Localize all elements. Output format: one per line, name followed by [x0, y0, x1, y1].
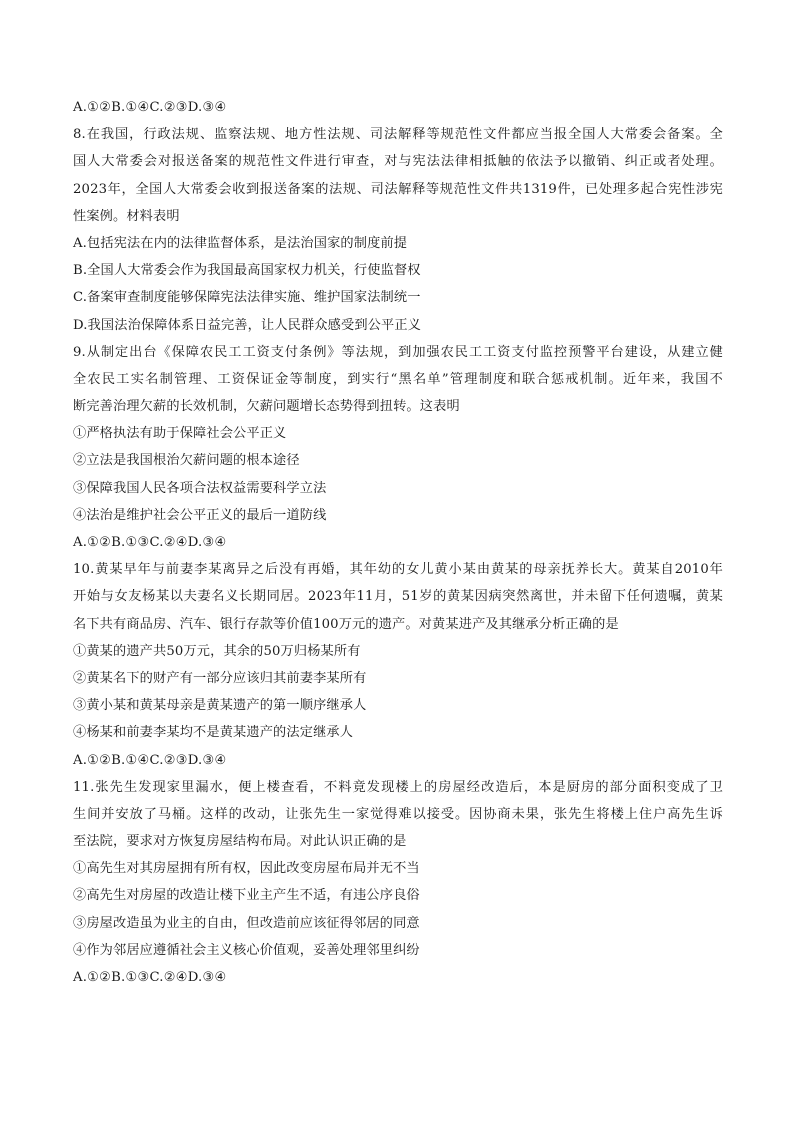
q10-statement-1: ①黄某的遗产共50万元，其余的50万归杨某所有 — [73, 643, 361, 659]
q11-statement-4: ④作为邻居应遵循社会主义核心价值观，妥善处理邻里纠纷 — [73, 942, 420, 958]
q9-statement-4: ④法治是维护社会公平正义的最后一道防线 — [73, 507, 327, 523]
q10-statement-2: ②黄某名下的财产有一部分应该归其前妻李某所有 — [73, 670, 367, 686]
q8-stem-line: 2023年，全国人大常委会收到报送备案的法规、司法解释等规范性文件共1319件，已处理多起合宪性涉宪 — [73, 181, 723, 197]
q10-statement-3: ③黄小某和黄某母亲是黄某遗产的第一顺序继承人 — [73, 698, 367, 714]
q11-statement-1: ①高先生对其房屋拥有所有权，因此改变房屋布局并无不当 — [73, 861, 420, 877]
question-10 — [73, 556, 723, 774]
question-8 — [73, 121, 723, 339]
q9-stem-line: 断完善治理欠薪的长效机制，欠薪问题增长态势得到扭转。这表明 — [73, 399, 460, 415]
q9-options: A.①②B.①③C.②④D.③④ — [73, 535, 227, 550]
q8-choice-d: D.我国法治保障体系日益完善，让人民群众感受到公平正义 — [73, 317, 422, 333]
q10-statement-4: ④杨某和前妻李某均不是黄某遗产的法定继承人 — [73, 725, 354, 741]
q11-stem-line: 生间并安放了马桶。这样的改动，让张先生一家觉得难以接受。因协商未果，张先生将楼上住户高先生诉 — [73, 806, 723, 822]
q8-choice-a: A.包括宪法在内的法律监督体系，是法治国家的制度前提 — [73, 235, 408, 251]
q11-statement-3: ③房屋改造虽为业主的自由，但改造前应该征得邻居的同意 — [73, 915, 420, 931]
q8-stem-line: 8.在我国，行政法规、监察法规、地方性法规、司法解释等规范性文件都应当报全国人大常委会备案。全 — [73, 127, 723, 143]
q9-stem-line: 全农民工实名制管理、工资保证金等制度，到实行“黑名单”管理制度和联合惩戒机制。近年来，我国不 — [73, 371, 723, 387]
question-9 — [73, 339, 723, 557]
question-11 — [73, 774, 723, 992]
q9-statement-3: ③保障我国人民各项合法权益需要科学立法 — [73, 480, 327, 496]
q10-stem-line: 开始与女友杨某以夫妻名义长期同居。2023年11月，51岁的黄某因病突然离世，并未留下任何遗嘱，黄某 — [73, 589, 723, 605]
exam-page — [73, 94, 723, 991]
q8-stem-line: 国人大常委会对报送备案的规范性文件进行审查，对与宪法法律相抵触的依法予以撤销、纠正或者处理。 — [73, 154, 723, 170]
q11-stem-line: 至法院，要求对方恢复房屋结构布局。对此认识正确的是 — [73, 834, 407, 850]
q9-statement-1: ①严格执法有助于保障社会公平正义 — [73, 426, 287, 442]
q8-stem-line: 性案例。材料表明 — [73, 208, 180, 224]
q11-stem-line: 11.张先生发现家里漏水，便上楼查看，不料竟发现楼上的房屋经改造后，本是厨房的部分面积变成了卫 — [73, 779, 723, 795]
q10-options: A.①②B.①④C.②③D.③④ — [73, 752, 227, 768]
q7-options: A.①②B.①④C.②③D.③④ — [73, 100, 227, 115]
q8-choice-c: C.备案审查制度能够保障宪法法律实施、维护国家法制统一 — [73, 290, 421, 306]
q10-stem-line: 10.黄某早年与前妻李某离异之后没有再婚，其年幼的女儿黄小某由黄某的母亲抚养长大。黄某自2010年 — [73, 562, 723, 578]
q9-statement-2: ②立法是我国根治欠薪问题的根本途径 — [73, 453, 300, 469]
q10-stem-line: 名下共有商品房、汽车、银行存款等价值100万元的遗产。对黄某进产及其继承分析正确的是 — [73, 616, 619, 632]
q9-stem-line: 9.从制定出台《保障农民工工资支付条例》等法规，到加强农民工工资支付监控预警平台建设，从建立健 — [73, 344, 723, 360]
q11-options: A.①②B.①③C.②④D.③④ — [73, 970, 227, 985]
q8-choice-b: B.全国人大常委会作为我国最高国家权力机关，行使监督权 — [73, 263, 421, 279]
q11-statement-2: ②高先生对房屋的改造让楼下业主产生不适，有违公序良俗 — [73, 888, 420, 904]
